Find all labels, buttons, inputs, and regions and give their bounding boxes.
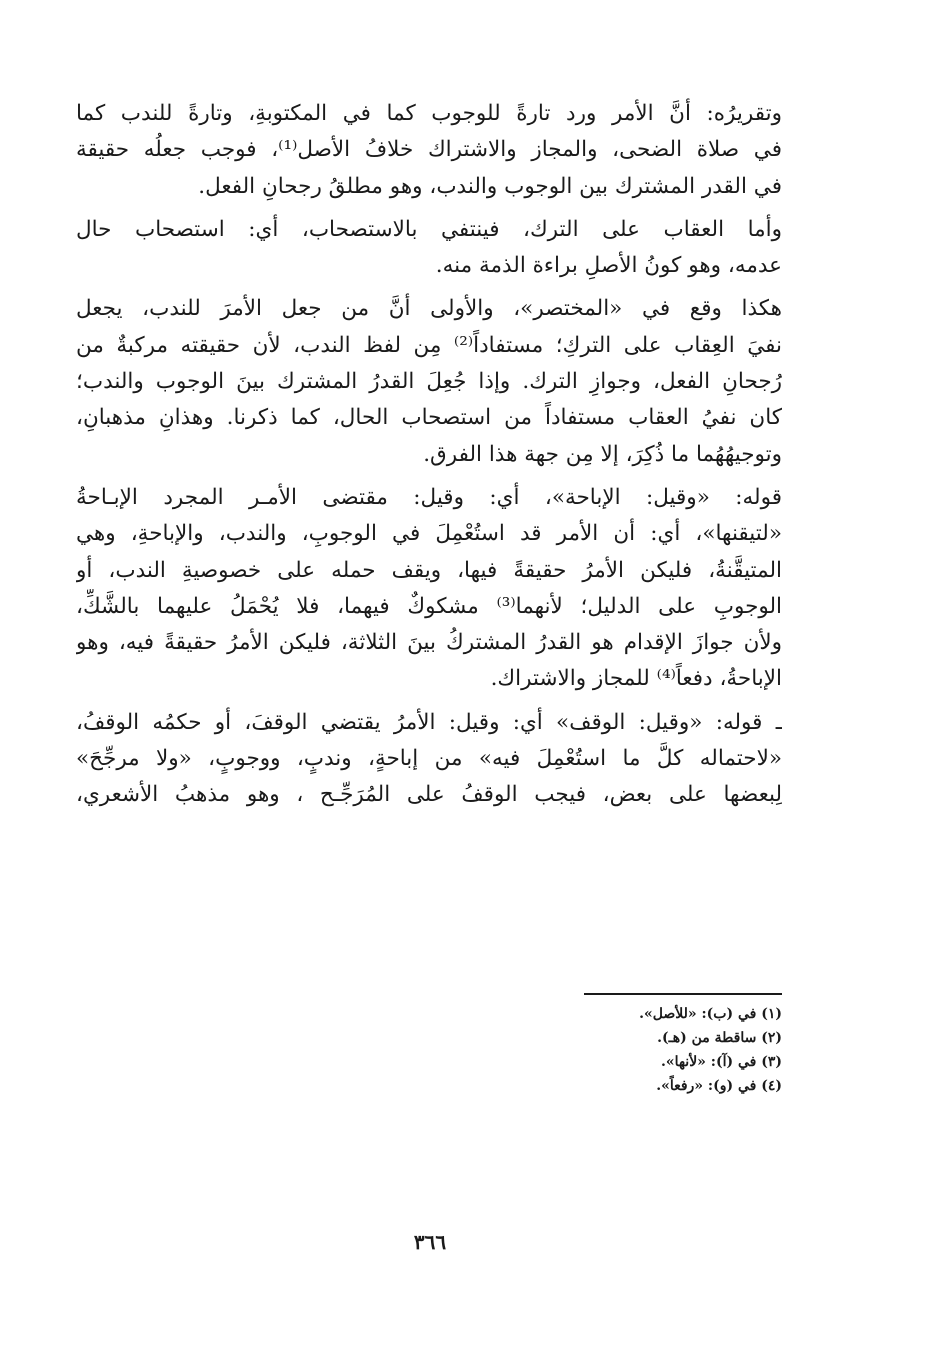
text-line: وتوجيهُهُما ما ذُكِرَ، إلا مِن جهة هذا الفرق. [423, 441, 782, 467]
paragraph-gap [76, 473, 782, 480]
paragraph-gap [76, 698, 782, 705]
footnote-item: (٣) في (آ): «لأنها». [660, 1054, 782, 1070]
paragraph-gap [76, 205, 782, 212]
text-line: لِبعضها على بعض، فيجب الوقفُ على المُرَجِّـح ، وهو مذهبُ الأشعري، [76, 782, 782, 808]
footnote-item: (١) في (ب): «للأصل». [639, 1006, 782, 1022]
text-line: وتقريرُه: أنَّ الأمر ورد تارةً للوجوب كما في المكتوبةِ، وتارةً للندب كما [76, 101, 782, 126]
paragraph-gap [76, 284, 782, 291]
text-line: قوله: «وقيل: الإباحة»، أي: وقيل: مقتضى الأمـر المجرد الإبـاحةُ [76, 484, 782, 510]
text-line: في صلاة الضحى، والمجاز والاشتراك خلافُ الأصل⁽¹⁾، فوجب جعلُه حقيقة [76, 137, 782, 163]
text-line: الإباحةُ، دفعاً⁽⁴⁾ للمجاز والاشتراك. [490, 666, 782, 692]
footnotes [560, 1002, 782, 1098]
text-line: عدمه، وهو كونُ الأصلِ براءة الذمة منه. [435, 253, 782, 279]
text-line: الوجوبِ على الدليل؛ لأنهما⁽³⁾ مشكوكٌ فيهما، فلا يُحْمَلُ عليهما بالشَّكِّ، [76, 593, 782, 619]
text-line: رُجحانِ الفعل، وجوازِ الترك. وإذا جُعِلَ القدرُ المشترك بينَ الوجوب والندب؛ [76, 369, 782, 395]
text-line: وأما العقاب على الترك، فينتفي بالاستصحاب، أي: استصحاب حال [76, 216, 782, 242]
footnote-divider [584, 993, 782, 995]
text-line: كان نفيُ العقاب مستفاداً من استصحاب الحال، كما ذكرنا. وهذانِ مذهبانِ، [76, 405, 782, 431]
text-line: نفيَ العِقاب على التركِ؛ مستفاداً⁽²⁾ مِن لفظ الندب، لأن حقيقته مركبةٌ من [76, 332, 782, 358]
text-line: المتيقَّنةُ، فليكن الأمرُ حقيقةً فيها، ويقف حمله على خصوصيةِ الندب، أو [76, 557, 782, 583]
text-line: «لتيقنها»، أي: أن الأمر قد استُعْمِلَ في الوجوبِ، والندب، والإباحةِ، وهي [76, 521, 782, 547]
main-text [76, 96, 782, 814]
footnote-item: (٢) ساقطة من (هـ). [657, 1030, 782, 1046]
footnote-item: (٤) في (و): «رفعاً». [656, 1078, 782, 1094]
text-line: ـ قوله: «وقيل: الوقف» أي: وقيل: الأمرُ يقتضي الوقفَ، أو حكمُه الوقفُ، [76, 709, 782, 735]
text-line: «لاحتماله كلَّ ما استُعْمِلَ فيه» من إباحةٍ، وندبٍ، ووجوبٍ، «ولا مرجِّحَ» [76, 746, 782, 772]
page-number: ٣٦٦ [413, 1230, 447, 1254]
text-line: هكذا وقع في «المختصر»، والأولى أنَّ من جعل الأمرَ للندب، يجعل [76, 296, 782, 322]
text-line: ولأن جوازَ الإقدام هو القدرُ المشتركُ بينَ الثلاثة، فليكن الأمرُ حقيقةً فيه، وهو [76, 630, 782, 656]
text-line: في القدر المشترك بين الوجوب والندب، وهو مطلقُ رجحانِ الفعل. [198, 173, 782, 199]
